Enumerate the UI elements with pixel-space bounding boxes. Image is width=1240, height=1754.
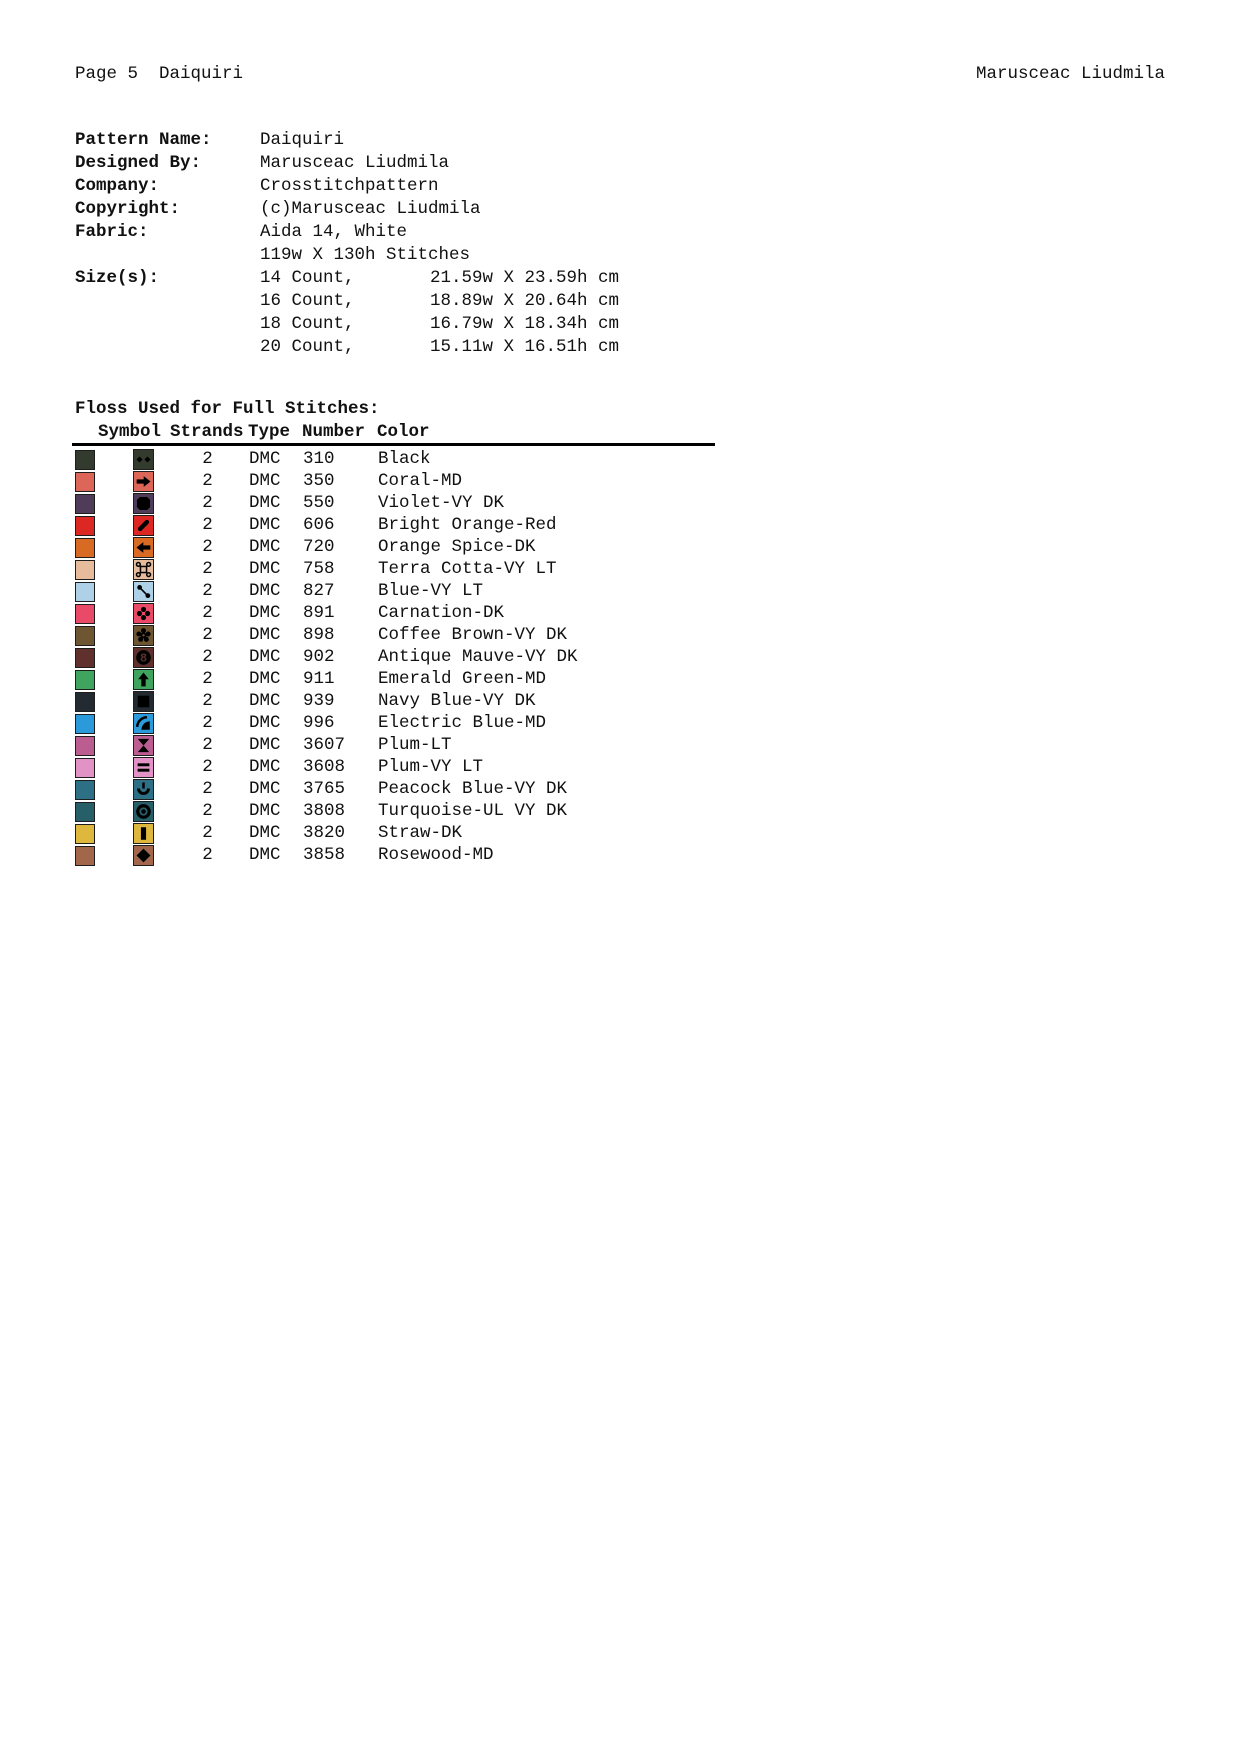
color-name-cell: Black <box>378 449 431 469</box>
color-swatch <box>75 560 95 580</box>
strands-cell: 2 <box>202 471 213 491</box>
number-cell: 758 <box>303 559 335 579</box>
floss-row <box>75 713 775 735</box>
vertical-bar-icon <box>134 824 153 843</box>
target-icon <box>134 802 153 821</box>
floss-row <box>75 845 775 867</box>
type-cell: DMC <box>249 735 281 755</box>
type-cell: DMC <box>249 845 281 865</box>
info-value: Crosstitchpattern <box>260 176 439 196</box>
strands-cell: 2 <box>202 801 213 821</box>
floss-section-title: Floss Used for Full Stitches: <box>75 399 380 419</box>
floss-row <box>75 581 775 603</box>
color-swatch <box>75 494 95 514</box>
color-swatch <box>75 692 95 712</box>
slash-capsule-icon <box>134 516 153 535</box>
info-value: Aida 14, White <box>260 222 408 242</box>
arrow-up-icon <box>134 670 153 689</box>
floss-row <box>75 691 775 713</box>
number-cell: 310 <box>303 449 335 469</box>
symbol-cell <box>133 779 154 800</box>
strands-cell: 2 <box>202 493 213 513</box>
symbol-cell <box>133 757 154 778</box>
symbol-cell <box>133 449 154 470</box>
type-cell: DMC <box>249 757 281 777</box>
number-cell: 3608 <box>303 757 346 777</box>
color-swatch <box>75 538 95 558</box>
info-row <box>75 152 619 175</box>
size-row <box>75 313 619 336</box>
type-cell: DMC <box>249 537 281 557</box>
symbol-cell <box>133 669 154 690</box>
type-cell: DMC <box>249 515 281 535</box>
color-swatch <box>75 846 95 866</box>
color-swatch <box>75 516 95 536</box>
strands-cell: 2 <box>202 669 213 689</box>
pattern-info <box>75 129 619 359</box>
floss-row <box>75 603 775 625</box>
strands-cell: 2 <box>202 735 213 755</box>
symbol-cell <box>133 823 154 844</box>
type-cell: DMC <box>249 713 281 733</box>
strands-cell: 2 <box>202 757 213 777</box>
color-name-cell: Antique Mauve-VY DK <box>378 647 578 667</box>
color-swatch <box>75 736 95 756</box>
number-cell: 911 <box>303 669 335 689</box>
strands-cell: 2 <box>202 515 213 535</box>
two-diamonds-icon <box>134 450 153 469</box>
size-dims: 16.79w X 18.34h cm <box>430 314 620 334</box>
color-name-cell: Emerald Green-MD <box>378 669 547 689</box>
strands-cell: 2 <box>202 845 213 865</box>
page-header <box>75 64 1165 84</box>
symbol-cell <box>133 515 154 536</box>
flower-icon <box>134 626 153 645</box>
color-name-cell: Bright Orange-Red <box>378 515 557 535</box>
color-name-cell: Navy Blue-VY DK <box>378 691 536 711</box>
color-name-cell: Carnation-DK <box>378 603 505 623</box>
floss-row <box>75 779 775 801</box>
info-row <box>75 198 619 221</box>
strands-cell: 2 <box>202 823 213 843</box>
color-swatch <box>75 824 95 844</box>
svg-text:8: 8 <box>139 651 148 666</box>
color-name-cell: Rosewood-MD <box>378 845 494 865</box>
column-header-color: Color <box>377 422 430 442</box>
type-cell: DMC <box>249 471 281 491</box>
floss-row <box>75 515 775 537</box>
type-cell: DMC <box>249 779 281 799</box>
size-row <box>75 290 619 313</box>
number-cell: 3607 <box>303 735 346 755</box>
color-name-cell: Orange Spice-DK <box>378 537 536 557</box>
circled-eight-icon <box>134 648 153 667</box>
number-cell: 3820 <box>303 823 346 843</box>
hourglass-icon <box>134 736 153 755</box>
color-swatch <box>75 604 95 624</box>
strands-cell: 2 <box>202 603 213 623</box>
command-icon <box>134 560 153 579</box>
floss-row <box>75 625 775 647</box>
color-name-cell: Violet-VY DK <box>378 493 505 513</box>
size-count: 20 Count, <box>260 337 355 357</box>
strands-cell: 2 <box>202 581 213 601</box>
hook-icon <box>134 780 153 799</box>
filled-square-icon <box>134 692 153 711</box>
symbol-cell <box>133 845 154 866</box>
type-cell: DMC <box>249 823 281 843</box>
quarter-wave-icon <box>134 714 153 733</box>
color-name-cell: Plum-LT <box>378 735 452 755</box>
number-cell: 902 <box>303 647 335 667</box>
type-cell: DMC <box>249 581 281 601</box>
type-cell: DMC <box>249 493 281 513</box>
info-label: Copyright: <box>75 199 181 219</box>
type-cell: DMC <box>249 691 281 711</box>
info-value: (c)Marusceac Liudmila <box>260 199 481 219</box>
floss-row <box>75 559 775 581</box>
color-name-cell: Terra Cotta-VY LT <box>378 559 557 579</box>
color-swatch <box>75 780 95 800</box>
symbol-cell <box>133 581 154 602</box>
column-header-strands: Strands <box>170 422 244 442</box>
info-value: Daiquiri <box>260 130 345 150</box>
type-cell: DMC <box>249 625 281 645</box>
size-count: 18 Count, <box>260 314 355 334</box>
four-dot-clover-icon <box>134 604 153 623</box>
type-cell: DMC <box>249 801 281 821</box>
type-cell: DMC <box>249 669 281 689</box>
number-cell: 891 <box>303 603 335 623</box>
strands-cell: 2 <box>202 559 213 579</box>
color-swatch <box>75 802 95 822</box>
number-cell: 3858 <box>303 845 346 865</box>
color-swatch <box>75 626 95 646</box>
size-dims: 18.89w X 20.64h cm <box>430 291 620 311</box>
strands-cell: 2 <box>202 537 213 557</box>
number-cell: 3808 <box>303 801 346 821</box>
color-swatch <box>75 714 95 734</box>
info-label: Designed By: <box>75 153 202 173</box>
number-cell: 550 <box>303 493 335 513</box>
floss-row <box>75 471 775 493</box>
strands-cell: 2 <box>202 779 213 799</box>
column-header-symbol: Symbol <box>98 422 162 442</box>
floss-table-body <box>75 449 775 867</box>
strands-cell: 2 <box>202 713 213 733</box>
info-label: Fabric: <box>75 222 149 242</box>
floss-row <box>75 823 775 845</box>
color-name-cell: Coffee Brown-VY DK <box>378 625 568 645</box>
color-swatch <box>75 582 95 602</box>
octagon-icon <box>134 494 153 513</box>
size-dims: 15.11w X 16.51h cm <box>430 337 620 357</box>
symbol-cell <box>133 735 154 756</box>
color-name-cell: Coral-MD <box>378 471 463 491</box>
number-cell: 720 <box>303 537 335 557</box>
symbol-cell <box>133 691 154 712</box>
symbol-cell <box>133 471 154 492</box>
info-row <box>75 175 619 198</box>
floss-row <box>75 757 775 779</box>
color-swatch <box>75 648 95 668</box>
type-cell: DMC <box>249 647 281 667</box>
color-name-cell: Plum-VY LT <box>378 757 484 777</box>
floss-row <box>75 735 775 757</box>
floss-row <box>75 669 775 691</box>
strands-cell: 2 <box>202 691 213 711</box>
info-value: Marusceac Liudmila <box>260 153 450 173</box>
arrow-left-icon <box>134 538 153 557</box>
number-cell: 996 <box>303 713 335 733</box>
floss-row <box>75 801 775 823</box>
color-swatch <box>75 450 95 470</box>
color-swatch <box>75 472 95 492</box>
diamond-icon <box>134 846 153 865</box>
dot-link-icon <box>134 582 153 601</box>
color-swatch <box>75 670 95 690</box>
symbol-cell <box>133 625 154 646</box>
size-row <box>75 336 619 359</box>
color-name-cell: Peacock Blue-VY DK <box>378 779 568 799</box>
info-value: 119w X 130h Stitches <box>260 245 471 265</box>
page-number-title: Page 5 Daiquiri <box>75 64 244 84</box>
double-bar-icon <box>134 758 153 777</box>
strands-cell: 2 <box>202 625 213 645</box>
floss-row <box>75 647 775 669</box>
column-header-type: Type <box>248 422 291 442</box>
color-swatch <box>75 758 95 778</box>
info-label: Company: <box>75 176 160 196</box>
number-cell: 3765 <box>303 779 346 799</box>
floss-row <box>75 493 775 515</box>
symbol-cell <box>133 559 154 580</box>
symbol-cell <box>133 647 154 668</box>
info-label: Size(s): <box>75 268 160 288</box>
column-header-number: Number <box>302 422 366 442</box>
number-cell: 939 <box>303 691 335 711</box>
symbol-cell <box>133 603 154 624</box>
symbol-cell <box>133 493 154 514</box>
info-row <box>75 129 619 152</box>
number-cell: 827 <box>303 581 335 601</box>
strands-cell: 2 <box>202 647 213 667</box>
color-name-cell: Straw-DK <box>378 823 463 843</box>
size-count: 14 Count, <box>260 268 355 288</box>
info-row <box>75 244 619 267</box>
strands-cell: 2 <box>202 449 213 469</box>
symbol-cell <box>133 537 154 558</box>
color-name-cell: Electric Blue-MD <box>378 713 547 733</box>
color-name-cell: Turquoise-UL VY DK <box>378 801 568 821</box>
symbol-cell <box>133 801 154 822</box>
size-count: 16 Count, <box>260 291 355 311</box>
arrow-right-icon <box>134 472 153 491</box>
size-dims: 21.59w X 23.59h cm <box>430 268 620 288</box>
info-label: Pattern Name: <box>75 130 212 150</box>
type-cell: DMC <box>249 559 281 579</box>
floss-row <box>75 537 775 559</box>
floss-row <box>75 449 775 471</box>
author-name: Marusceac Liudmila <box>975 64 1165 84</box>
info-row <box>75 221 619 244</box>
color-name-cell: Blue-VY LT <box>378 581 484 601</box>
table-header-rule <box>72 443 715 446</box>
number-cell: 606 <box>303 515 335 535</box>
type-cell: DMC <box>249 603 281 623</box>
type-cell: DMC <box>249 449 281 469</box>
size-row <box>75 267 619 290</box>
symbol-cell <box>133 713 154 734</box>
number-cell: 350 <box>303 471 335 491</box>
number-cell: 898 <box>303 625 335 645</box>
